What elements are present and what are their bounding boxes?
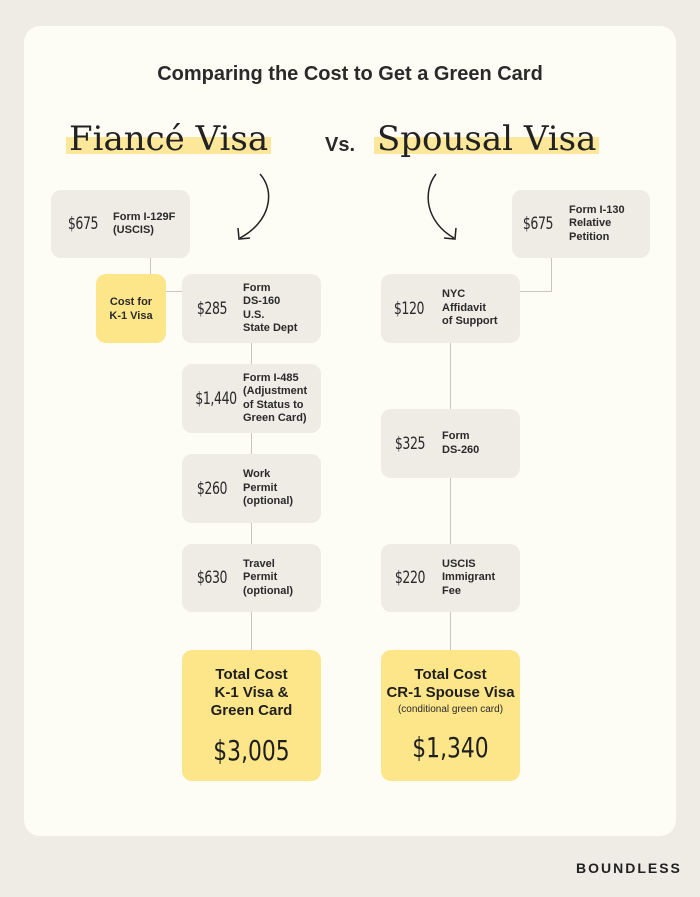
vs-label: Vs. (325, 134, 356, 156)
connector (520, 291, 552, 292)
spousal-visa-heading: Spousal Visa (374, 116, 599, 162)
connector (450, 343, 451, 409)
step-label: Work Permit (optional) (243, 468, 294, 508)
step-label: Travel Permit (optional) (243, 557, 294, 597)
spousal-step-ds260 (381, 409, 520, 478)
connector (150, 258, 151, 274)
spousal-step-i130 (512, 190, 650, 258)
step-amount: $285 (196, 298, 228, 319)
page-title: Comparing the Cost to Get a Green Card (157, 63, 543, 85)
step-amount: $220 (394, 568, 426, 588)
step-amount: $1,440 (195, 388, 237, 409)
total-line: CR-1 Spouse Visa (386, 684, 515, 701)
total-note: (conditional green card) (397, 704, 504, 715)
fiance-step-i485 (182, 364, 321, 433)
total-line: Total Cost (414, 666, 487, 683)
step-label: USCIS Immigrant Fee (442, 557, 496, 597)
step-amount: $675 (67, 214, 99, 234)
connector (551, 258, 552, 292)
fiance-step-i129f (51, 190, 190, 258)
total-line: Green Card (210, 702, 293, 719)
k1-cost-label: Cost for K-1 Visa (96, 274, 166, 343)
step-amount: $260 (196, 478, 228, 499)
total-amount: $1,340 (412, 731, 489, 764)
step-amount: $675 (522, 214, 554, 234)
step-label: Form I-129F (USCIS) (113, 210, 176, 236)
spousal-total (381, 650, 520, 781)
step-amount: $630 (196, 568, 228, 588)
connector (251, 523, 252, 544)
step-label: Form I-130 Relative Petition (569, 203, 625, 243)
connector (166, 291, 182, 292)
step-amount: $120 (393, 298, 425, 319)
step-label: Form DS-260 (442, 430, 480, 456)
spousal-step-affidavit (381, 274, 520, 343)
spousal-step-immigrant-fee (381, 544, 520, 612)
connector (251, 612, 252, 650)
fiance-total (182, 650, 321, 781)
total-line: Total Cost (215, 666, 288, 683)
fiance-step-travel-permit (182, 544, 321, 612)
spousal-arrow-icon (420, 172, 470, 246)
fiance-arrow-icon (230, 172, 280, 246)
total-line: K-1 Visa & (214, 684, 289, 701)
step-label: NYC Affidavit of Support (442, 288, 498, 328)
connector (251, 433, 252, 454)
connector (251, 343, 252, 364)
boundless-logo: BOUNDLESS (576, 860, 682, 876)
fiance-step-work-permit (182, 454, 321, 523)
step-label: Form I-485 (Adjustment of Status to Green Card) (243, 371, 308, 424)
fiance-visa-heading: Fiancé Visa (66, 116, 271, 162)
connector (450, 612, 451, 650)
total-amount: $3,005 (213, 734, 290, 767)
step-amount: $325 (394, 433, 426, 454)
connector (450, 478, 451, 544)
step-label: Form DS-160 U.S. State Dept (243, 281, 298, 334)
fiance-step-ds160 (182, 274, 321, 343)
